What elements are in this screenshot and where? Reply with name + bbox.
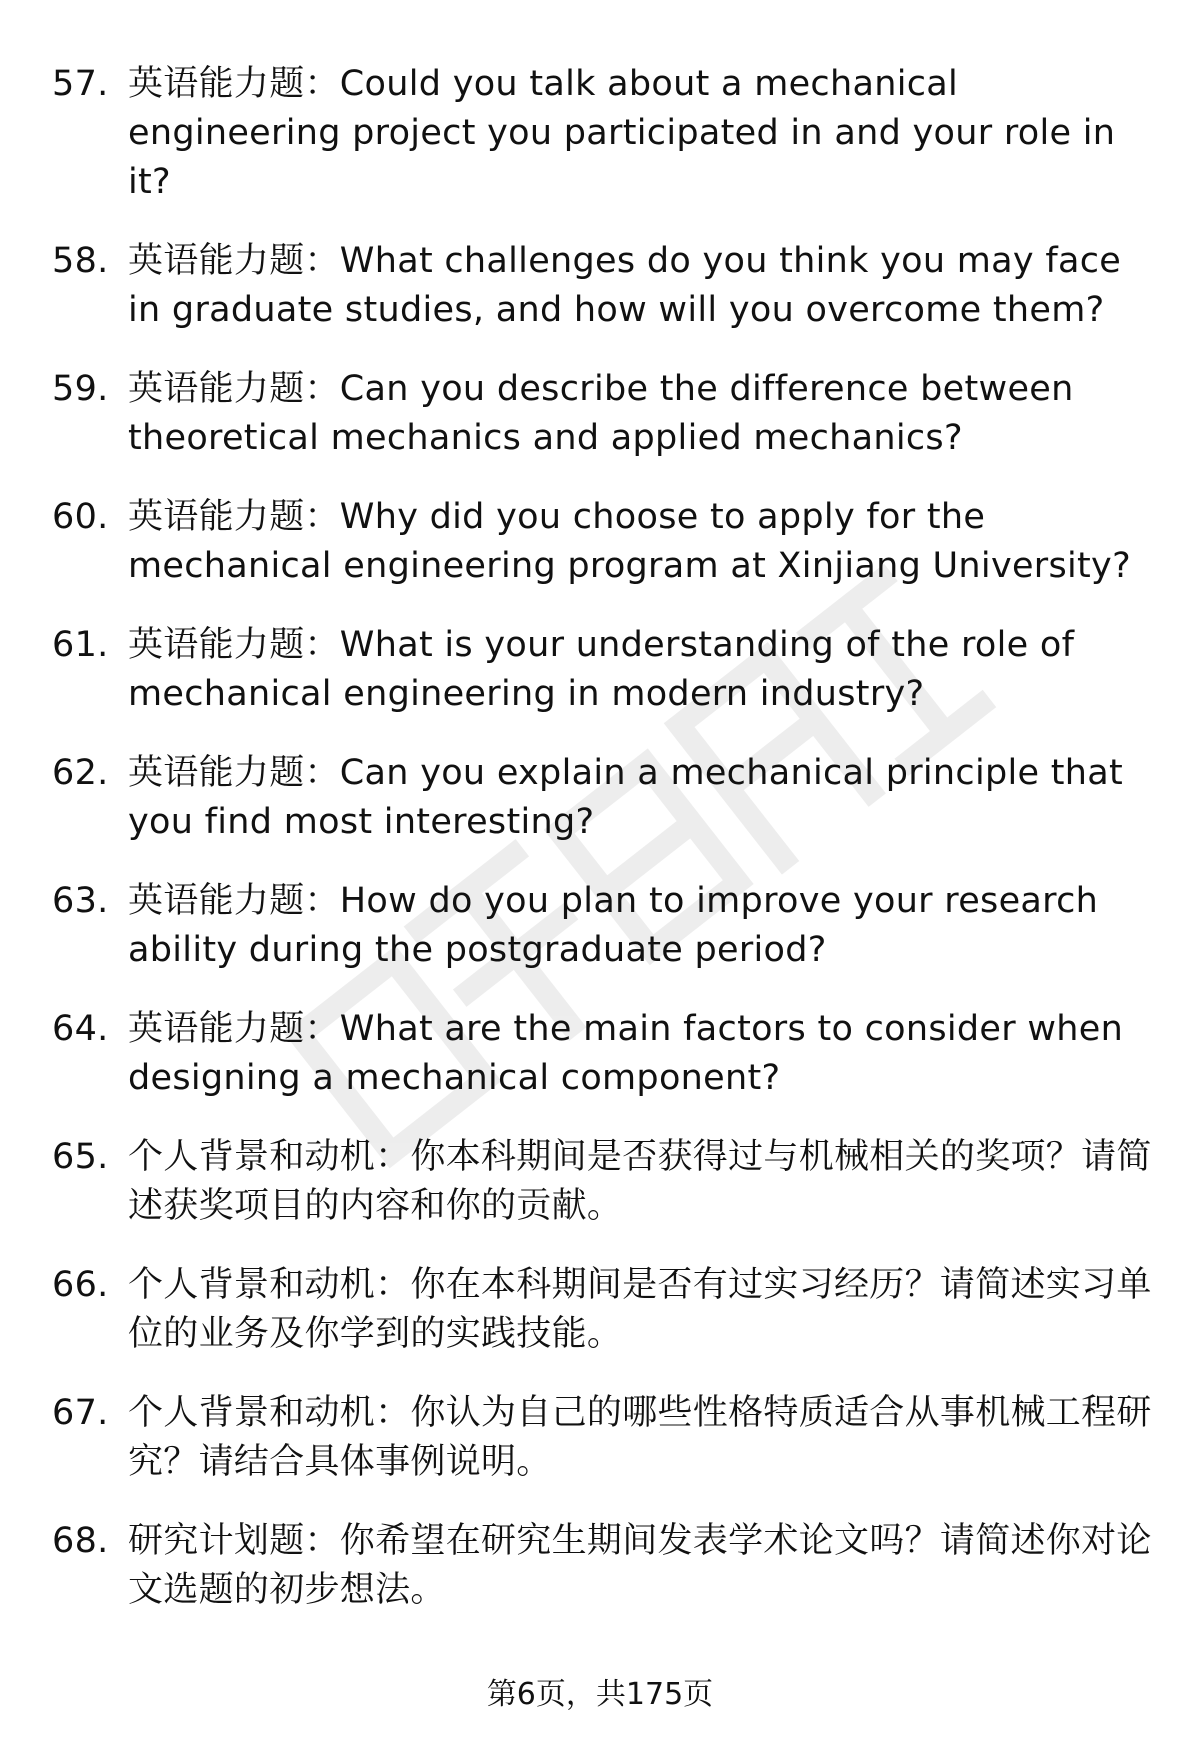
question-text: 个人背景和动机：你在本科期间是否有过实习经历？请简述实习单位的业务及你学到的实践技能。 xyxy=(128,1265,1152,1354)
question-item xyxy=(52,1261,1152,1359)
question-text: 英语能力题：What challenges do you think you may face in graduate studies, and how will you overcome them? xyxy=(128,241,1122,330)
question-number: 68. xyxy=(52,1521,109,1561)
question-text: 英语能力题：What are the main factors to consider when designing a mechanical component? xyxy=(128,1009,1124,1098)
question-list xyxy=(52,60,1152,1645)
question-number: 59. xyxy=(52,369,109,409)
question-number: 61. xyxy=(52,625,109,665)
question-text: 个人背景和动机：你认为自己的哪些性格特质适合从事机械工程研究？请结合具体事例说明。 xyxy=(128,1393,1152,1482)
question-number: 65. xyxy=(52,1137,109,1177)
question-text: 英语能力题：Could you talk about a mechanical engineering project you participated in and your role in it? xyxy=(128,64,1116,202)
question-item xyxy=(52,877,1152,975)
question-item xyxy=(52,749,1152,847)
question-number: 64. xyxy=(52,1009,109,1049)
question-item xyxy=(52,621,1152,719)
question-number: 62. xyxy=(52,753,109,793)
question-text: 英语能力题：Can you explain a mechanical principle that you find most interesting? xyxy=(128,753,1124,842)
question-item xyxy=(52,1517,1152,1615)
question-text: 英语能力题：Why did you choose to apply for the mechanical engineering program at Xinjiang University? xyxy=(128,497,1131,586)
question-item xyxy=(52,365,1152,463)
question-text: 英语能力题：What is your understanding of the role of mechanical engineering in modern industry? xyxy=(128,625,1075,714)
question-item xyxy=(52,60,1152,207)
question-number: 60. xyxy=(52,497,109,537)
question-item xyxy=(52,1389,1152,1487)
question-number: 66. xyxy=(52,1265,109,1305)
question-text: 研究计划题：你希望在研究生期间发表学术论文吗？请简述你对论文选题的初步想法。 xyxy=(128,1521,1152,1610)
question-text: 英语能力题：Can you describe the difference between theoretical mechanics and applied mechanics? xyxy=(128,369,1074,458)
page-footer: 第6页，共175页 xyxy=(486,1677,714,1712)
question-number: 67. xyxy=(52,1393,109,1433)
question-text: 英语能力题：How do you plan to improve your research ability during the postgraduate period? xyxy=(128,881,1099,970)
question-number: 63. xyxy=(52,881,109,921)
question-item xyxy=(52,1133,1152,1231)
question-item xyxy=(52,493,1152,591)
question-text: 个人背景和动机：你本科期间是否获得过与机械相关的奖项？请简述获奖项目的内容和你的贡献。 xyxy=(128,1137,1152,1226)
question-item xyxy=(52,237,1152,335)
question-number: 58. xyxy=(52,241,109,281)
question-item xyxy=(52,1005,1152,1103)
question-number: 57. xyxy=(52,64,109,104)
